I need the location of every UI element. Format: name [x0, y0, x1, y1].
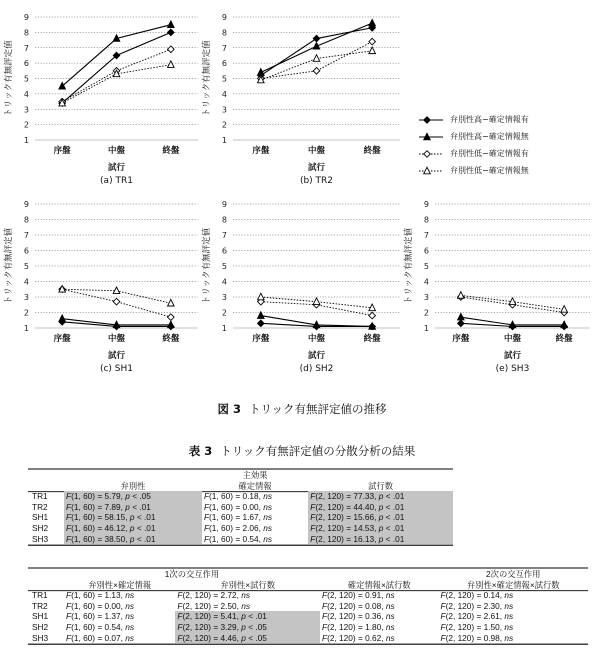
y-tick-label: 3 — [423, 293, 429, 302]
stat-cell: F(1, 60) = 0.54, ns — [203, 533, 272, 544]
table-row — [28, 622, 588, 633]
x-axis-label: 試行 — [307, 163, 326, 173]
stat-cell: F(2, 120) = 4.46, p < .05 — [175, 633, 320, 644]
legend-item — [418, 128, 529, 145]
y-tick-label: 5 — [221, 74, 227, 84]
table-row — [28, 523, 453, 534]
row-label: SH3 — [32, 533, 49, 544]
y-tick-label: 6 — [221, 59, 227, 69]
chart-title: (a) TR1 — [100, 176, 133, 186]
table-row — [28, 611, 588, 622]
group-header: 1次の交互作用 — [164, 569, 220, 579]
spacer — [28, 481, 64, 492]
chart-title: (b) TR2 — [299, 176, 334, 186]
y-tick-label: 5 — [221, 262, 227, 271]
group-header: 主効果 — [242, 470, 268, 480]
x-tick-label: 中盤 — [107, 146, 126, 156]
y-tick-label: 2 — [23, 308, 29, 318]
y-tick-label: 3 — [23, 293, 29, 302]
table-caption — [0, 443, 604, 459]
y-tick-label: 1 — [221, 136, 227, 145]
stat-cell: F(2, 120) = 44.40, p < .01 — [308, 502, 453, 513]
x-tick-label: 終盤 — [363, 334, 381, 344]
x-tick-label: 終盤 — [162, 334, 180, 344]
row-label: TR2 — [32, 600, 48, 611]
column-header: 弁別性×確定情報×試行数 — [466, 579, 560, 590]
y-tick-label: 9 — [423, 200, 429, 209]
x-tick-label: 中盤 — [107, 334, 126, 344]
data-point — [509, 298, 516, 305]
table-row — [28, 633, 588, 644]
stat-cell: F(2, 120) = 0.98, ns — [440, 632, 514, 643]
chart-title: (d) SH2 — [299, 364, 334, 374]
chart-title: (c) SH1 — [99, 364, 134, 374]
stat-cell: F(1, 60) = 0.00, ns — [203, 501, 272, 512]
stat-cell: F(1, 60) = 7.89, p < .01 — [64, 502, 202, 513]
column-header: 試行数 — [368, 480, 394, 491]
legend-swatch — [418, 115, 444, 125]
row-label: SH1 — [32, 512, 49, 523]
main-effects-table — [28, 470, 453, 544]
legend — [418, 111, 529, 179]
row-label: SH3 — [32, 632, 49, 643]
y-tick-label: 4 — [23, 89, 29, 99]
stat-cell: F(2, 120) = 77.33, p < .01 — [308, 491, 453, 502]
y-tick-label: 4 — [221, 89, 227, 99]
data-point — [561, 306, 568, 313]
legend-label: 弁別性高−確定情報無 — [450, 132, 529, 141]
y-tick-label: 1 — [423, 324, 429, 333]
stat-cell: F(1, 60) = 0.07, ns — [66, 632, 135, 643]
figure-number: 図 3 — [217, 402, 241, 416]
column-header: 弁別性×確定情報 — [88, 579, 152, 590]
y-tick-label: 6 — [221, 246, 227, 256]
x-tick-label: 序盤 — [53, 146, 71, 156]
stat-cell: F(2, 120) = 1.50, ns — [440, 621, 514, 632]
y-tick-label: 2 — [423, 308, 429, 318]
x-tick-label: 序盤 — [452, 334, 470, 344]
row-label: SH2 — [32, 621, 49, 632]
x-axis-label: 試行 — [503, 351, 522, 361]
y-tick-label: 5 — [23, 74, 29, 84]
y-axis-label: トリック有無評定値 — [4, 40, 14, 117]
stat-cell: F(1, 60) = 58.15, p < .01 — [64, 512, 202, 523]
x-tick-label: 中盤 — [503, 334, 522, 344]
stat-cell: F(1, 60) = 0.54, ns — [66, 621, 135, 632]
y-tick-label: 6 — [23, 59, 29, 69]
x-tick-label: 終盤 — [162, 146, 180, 156]
data-point — [458, 313, 465, 320]
spacer — [308, 470, 453, 481]
y-tick-label: 3 — [221, 293, 227, 302]
y-tick-label: 2 — [23, 120, 29, 130]
x-tick-label: 終盤 — [555, 334, 573, 344]
stat-cell: F(2, 120) = 15.66, p < .01 — [308, 512, 453, 523]
stat-cell: F(2, 120) = 0.62, ns — [321, 632, 395, 643]
stat-cell: F(1, 60) = 1.37, ns — [66, 611, 135, 622]
y-axis-label: トリック有無評定値 — [202, 40, 212, 117]
y-tick-label: 4 — [23, 277, 29, 287]
y-tick-label: 1 — [221, 324, 227, 333]
stat-cell: F(1, 60) = 1.67, ns — [203, 512, 272, 523]
table-number: 表 3 — [188, 444, 213, 458]
y-tick-label: 8 — [23, 215, 29, 225]
stat-cell: F(1, 60) = 38.50, p < .01 — [64, 534, 202, 545]
table-row — [28, 502, 453, 513]
legend-item — [418, 111, 529, 128]
y-tick-label: 9 — [23, 200, 29, 209]
y-tick-label: 8 — [221, 28, 227, 38]
stat-cell: F(2, 120) = 2.50, ns — [177, 600, 251, 611]
spacer — [28, 580, 64, 591]
x-axis-label: 試行 — [107, 163, 126, 173]
stat-cell: F(1, 60) = 1.13, ns — [66, 590, 135, 601]
x-axis-label: 試行 — [307, 351, 326, 361]
y-tick-label: 7 — [23, 43, 29, 53]
data-point — [458, 292, 465, 299]
y-tick-label: 7 — [423, 231, 429, 240]
spacer — [28, 470, 64, 481]
chart-title: (e) SH3 — [495, 364, 530, 374]
row-label: TR2 — [32, 501, 48, 512]
stat-cell: F(2, 120) = 0.14, ns — [440, 590, 514, 601]
y-tick-label: 3 — [221, 105, 227, 115]
y-axis-label: トリック有無評定値 — [404, 227, 414, 305]
legend-item — [418, 162, 529, 179]
spacer — [64, 470, 202, 481]
y-tick-label: 7 — [221, 231, 227, 240]
legend-marker — [424, 150, 431, 157]
y-axis-label: トリック有無評定値 — [202, 227, 212, 305]
table-title: トリック有無評定値の分散分析の結果 — [220, 444, 416, 458]
legend-swatch — [418, 149, 444, 159]
y-tick-label: 4 — [221, 277, 227, 287]
group-header: 2次の交互作用 — [486, 569, 541, 579]
data-point — [458, 320, 465, 327]
row-label: SH1 — [32, 611, 49, 622]
series-2 — [458, 313, 568, 327]
x-tick-label: 終盤 — [363, 146, 381, 156]
stat-cell: F(1, 60) = 5.79, p < .05 — [64, 491, 202, 502]
y-tick-label: 8 — [23, 28, 29, 38]
column-header: 弁別性 — [120, 480, 146, 491]
y-tick-label: 6 — [23, 246, 29, 256]
stat-cell: F(1, 60) = 2.06, ns — [203, 522, 272, 533]
table-row — [28, 534, 453, 545]
stat-cell: F(2, 120) = 0.36, ns — [321, 611, 395, 622]
y-tick-label: 8 — [423, 215, 429, 225]
y-tick-label: 7 — [23, 231, 29, 240]
y-tick-label: 9 — [221, 13, 227, 22]
table-row — [28, 491, 453, 502]
spacer — [28, 569, 64, 580]
column-header: 弁別性×試行数 — [220, 579, 275, 590]
column-header: 確定情報×試行数 — [347, 579, 411, 590]
stat-cell: F(2, 120) = 2.30, ns — [440, 600, 514, 611]
legend-swatch — [418, 132, 444, 142]
y-tick-label: 2 — [221, 120, 227, 130]
x-tick-label: 序盤 — [252, 146, 270, 156]
y-tick-label: 8 — [221, 215, 227, 225]
table-row — [28, 590, 588, 601]
table-row — [28, 512, 453, 523]
y-tick-label: 4 — [423, 277, 429, 287]
stat-cell: F(1, 60) = 0.00, ns — [66, 600, 135, 611]
stat-cell: F(2, 120) = 3.29, p < .05 — [175, 622, 320, 633]
y-tick-label: 6 — [423, 246, 429, 256]
spacer — [320, 569, 439, 580]
stat-cell: F(2, 120) = 2.61, ns — [440, 611, 514, 622]
row-label: TR1 — [32, 590, 48, 601]
table-row — [28, 601, 588, 612]
legend-item — [418, 145, 529, 162]
legend-swatch — [418, 166, 444, 176]
series-4 — [458, 292, 568, 313]
stat-cell: F(2, 120) = 0.91, ns — [321, 590, 395, 601]
stat-cell: F(2, 120) = 2.72, ns — [177, 590, 251, 601]
legend-label: 弁別性高−確定情報有 — [450, 115, 529, 124]
figure-caption — [0, 401, 604, 417]
stat-cell: F(2, 120) = 0.08, ns — [321, 600, 395, 611]
row-label: SH2 — [32, 522, 49, 533]
stat-cell: F(2, 120) = 1.80, ns — [321, 621, 395, 632]
legend-label: 弁別性低−確定情報無 — [450, 166, 529, 175]
stat-cell: F(2, 120) = 14.53, p < .01 — [308, 523, 453, 534]
x-tick-label: 中盤 — [307, 334, 326, 344]
legend-marker — [424, 116, 431, 123]
y-tick-label: 7 — [221, 43, 227, 53]
y-tick-label: 5 — [23, 262, 29, 271]
row-label: TR1 — [32, 491, 48, 502]
y-axis-label: トリック有無評定値 — [4, 227, 14, 305]
y-tick-label: 2 — [221, 308, 227, 318]
x-tick-label: 序盤 — [53, 334, 71, 344]
interaction-table — [28, 569, 588, 643]
y-tick-label: 3 — [23, 105, 29, 115]
y-tick-label: 5 — [423, 262, 429, 271]
legend-label: 弁別性低−確定情報有 — [450, 149, 529, 158]
y-tick-label: 9 — [221, 200, 227, 209]
y-tick-label: 1 — [23, 324, 29, 333]
figure-title: トリック有無評定値の推移 — [248, 402, 387, 416]
y-tick-label: 1 — [23, 136, 29, 145]
stat-cell: F(1, 60) = 0.18, ns — [203, 491, 272, 502]
stat-cell: F(2, 120) = 5.41, p < .01 — [175, 611, 320, 622]
x-tick-label: 序盤 — [252, 334, 270, 344]
stat-cell: F(2, 120) = 16.13, p < .01 — [308, 534, 453, 545]
x-axis-label: 試行 — [107, 351, 126, 361]
column-header: 確定情報 — [238, 480, 272, 491]
y-tick-label: 9 — [23, 13, 29, 22]
x-tick-label: 中盤 — [307, 146, 326, 156]
stat-cell: F(1, 60) = 46.12, p < .01 — [64, 523, 202, 534]
